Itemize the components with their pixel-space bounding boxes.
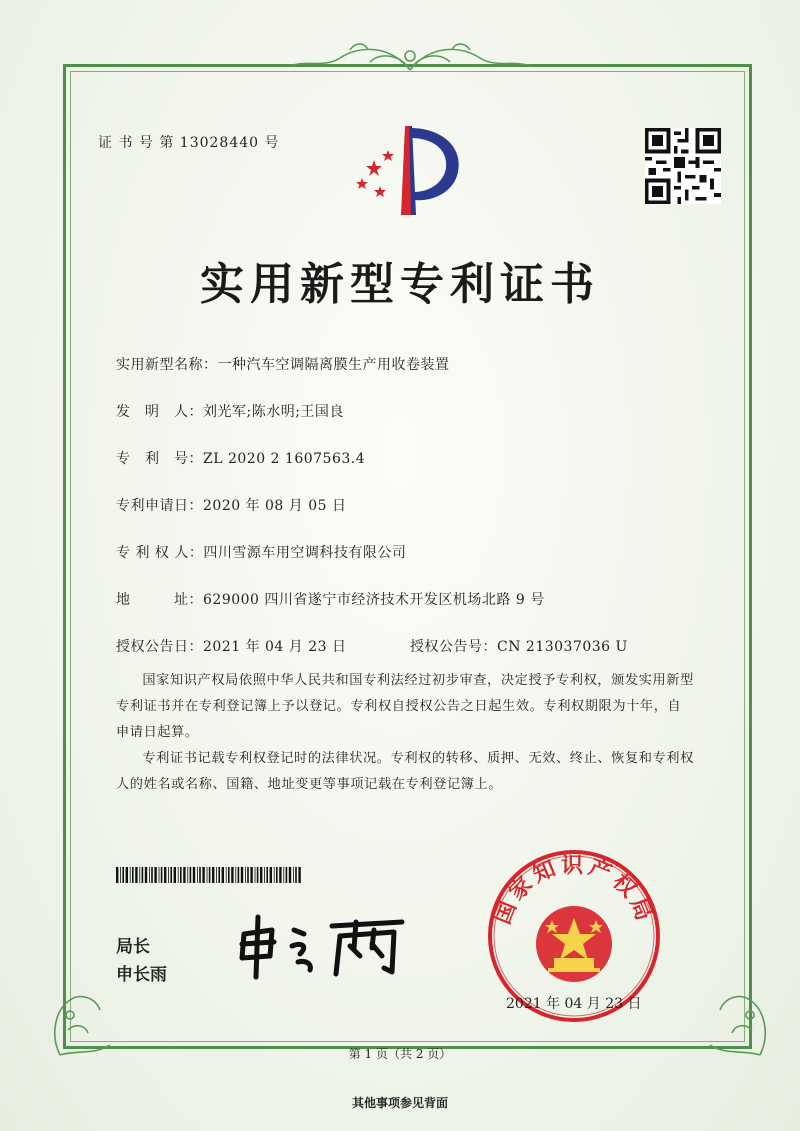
footer-note: 其他事项参见背面 [351, 1096, 448, 1110]
barcode-icon [116, 867, 304, 883]
certificate-number: 证 书 号 第 13028440 号 [98, 135, 280, 151]
top-ornament [280, 40, 540, 74]
grant-date-label: 授权公告日： [116, 639, 203, 655]
filing-date-label: 专利申请日： [116, 498, 203, 514]
inventor-value: 刘光军;陈水明;王国良 [203, 404, 344, 420]
utility-name-value: 一种汽车空调隔离膜生产用收卷装置 [217, 357, 450, 373]
grant-statement-paragraph: 国家知识产权局依照中华人民共和国专利法经过初步审查，决定授予专利权，颁发实用新型专利证书并在专利登记簿上予以登记。专利权自授权公告之日起生效。专利权期限为十年，自申请日起算。 [116, 673, 694, 740]
legal-status-paragraph: 专利证书记载专利权登记时的法律状况。专利权的转移、质押、无效、终止、恢复和专利权人的姓名或名称、国籍、地址变更等事项记载在专利登记簿上。 [116, 751, 694, 792]
address-label: 地 址： [116, 592, 203, 608]
grant-date-row [116, 636, 347, 656]
address-value: 629000 四川省遂宁市经济技术开发区机场北路 9 号 [203, 592, 545, 608]
grant-number-row [410, 636, 628, 656]
grant-date-value: 2021 年 04 月 23 日 [203, 639, 347, 655]
page-number: 第 1 页（共 2 页） [348, 1047, 452, 1061]
utility-name-label: 实用新型名称： [116, 357, 218, 373]
inventor-row [116, 401, 344, 421]
director-signature [232, 912, 412, 982]
patent-number-row [116, 448, 365, 468]
grant-number-value: CN 213037036 U [497, 639, 628, 655]
director-title: 局长 [116, 937, 150, 957]
utility-name-row [116, 354, 450, 374]
grant-number-label: 授权公告号： [410, 639, 497, 655]
address-row [116, 589, 545, 609]
patentee-label: 专 利 权 人： [116, 545, 204, 561]
patent-number-label: 专 利 号： [116, 451, 203, 467]
filing-date-value: 2020 年 08 月 05 日 [203, 498, 347, 514]
page-title: 实用新型专利证书 [200, 259, 600, 310]
seal-date: 2021 年 04 月 23 日 [506, 996, 642, 1012]
filing-date-row [116, 495, 347, 515]
qr-code-icon [645, 128, 721, 204]
patentee-row [116, 542, 406, 562]
director-name: 申长雨 [116, 965, 167, 985]
patentee-value: 四川雪源车用空调科技有限公司 [203, 545, 407, 561]
inventor-label: 发 明 人： [116, 404, 203, 420]
patent-number-value: ZL 2020 2 1607563.4 [203, 451, 366, 467]
cnipa-logo-icon [348, 120, 468, 220]
seal-text: 国家知识产权局 [490, 853, 658, 928]
